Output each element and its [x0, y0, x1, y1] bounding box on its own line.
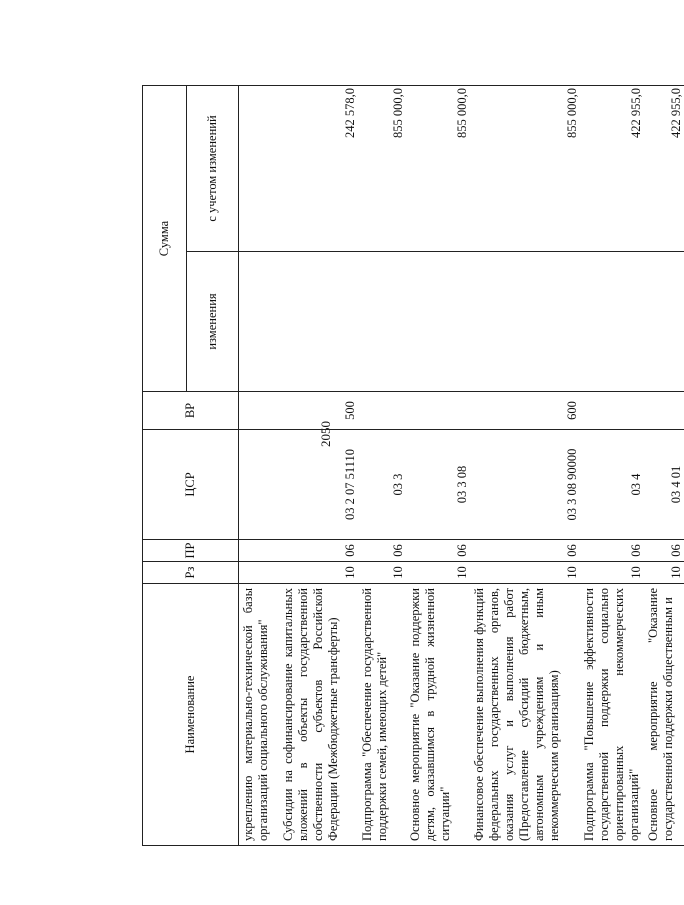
row-changes [358, 252, 406, 392]
row-csr: 03 3 08 90000 [470, 430, 580, 540]
table-row [358, 86, 406, 846]
row-pr: 06 [644, 540, 684, 562]
table-row [470, 86, 580, 846]
row-pr: 06 [406, 540, 470, 562]
header-changes: изменения [187, 252, 239, 392]
table-row [644, 86, 684, 846]
row-changes [279, 252, 358, 392]
row-pr: 06 [580, 540, 644, 562]
row-name: Подпрограмма "Обеспечение государственной поддержки семей, имеющих детей" [358, 584, 406, 846]
table-row [239, 86, 280, 846]
row-rz: 10 [406, 562, 470, 584]
row-pr: 06 [470, 540, 580, 562]
header-rz: Рз [143, 562, 239, 584]
row-name: Подпрограмма "Повышение эффективности государственной поддержки социально ориентированных некоммерческих организаций" [580, 584, 644, 846]
row-csr [239, 430, 280, 540]
row-vr [358, 392, 406, 430]
row-with-changes: 242 578,0 [279, 86, 358, 252]
row-rz: 10 [580, 562, 644, 584]
row-name: Основное мероприятие "Оказание поддержки детям, оказавшимся в трудной жизненной ситуации" [406, 584, 470, 846]
row-rz: 10 [358, 562, 406, 584]
row-csr: 03 4 01 [644, 430, 684, 540]
row-name: укреплению материально-технической базы организаций социального обслуживания" [239, 584, 280, 846]
row-changes [470, 252, 580, 392]
rotated-table-frame [142, 86, 683, 846]
row-csr: 03 2 07 51110 [279, 430, 358, 540]
row-csr: 03 4 [580, 430, 644, 540]
budget-table [142, 85, 684, 846]
row-vr: 500 [279, 392, 358, 430]
header-pr: ПР [143, 540, 239, 562]
row-with-changes: 422 955,0 [580, 86, 644, 252]
header-with-changes: с учетом изменений [187, 86, 239, 252]
row-vr [239, 392, 280, 430]
row-vr [644, 392, 684, 430]
row-rz [239, 562, 280, 584]
header-vr: ВР [143, 392, 239, 430]
table-row [406, 86, 470, 846]
row-pr: 06 [279, 540, 358, 562]
row-vr [580, 392, 644, 430]
row-with-changes: 422 955,0 [644, 86, 684, 252]
row-changes [406, 252, 470, 392]
row-changes [239, 252, 280, 392]
row-csr: 03 3 08 [406, 430, 470, 540]
row-rz: 10 [470, 562, 580, 584]
row-with-changes: 855 000,0 [358, 86, 406, 252]
row-changes [644, 252, 684, 392]
page-number: 2050 [318, 421, 333, 447]
row-vr: 600 [470, 392, 580, 430]
row-pr [239, 540, 280, 562]
row-name: Субсидии на софинансирование капитальных вложений в объекты государственной собственности субъектов Российской Федерации (Межбюджетные трансферты) [279, 584, 358, 846]
row-with-changes [239, 86, 280, 252]
row-csr: 03 3 [358, 430, 406, 540]
row-rz: 10 [279, 562, 358, 584]
row-name: Финансовое обеспечение выполнения функций федеральных государственных органов, оказания услуг и выполнения работ (Предоставление субсидий бюджетным, автономным учреждениям и иным некоммерческим организациям) [470, 584, 580, 846]
row-rz: 10 [644, 562, 684, 584]
row-name: Основное мероприятие "Оказание государственной поддержки общественным и [644, 584, 684, 846]
row-changes [580, 252, 644, 392]
header-csr: ЦСР [143, 430, 239, 540]
table-row [279, 86, 358, 846]
table-row [580, 86, 644, 846]
row-with-changes: 855 000,0 [470, 86, 580, 252]
row-vr [406, 392, 470, 430]
row-with-changes: 855 000,0 [406, 86, 470, 252]
row-pr: 06 [358, 540, 406, 562]
header-sum: Сумма [143, 86, 187, 392]
header-name: Наименование [143, 584, 239, 846]
